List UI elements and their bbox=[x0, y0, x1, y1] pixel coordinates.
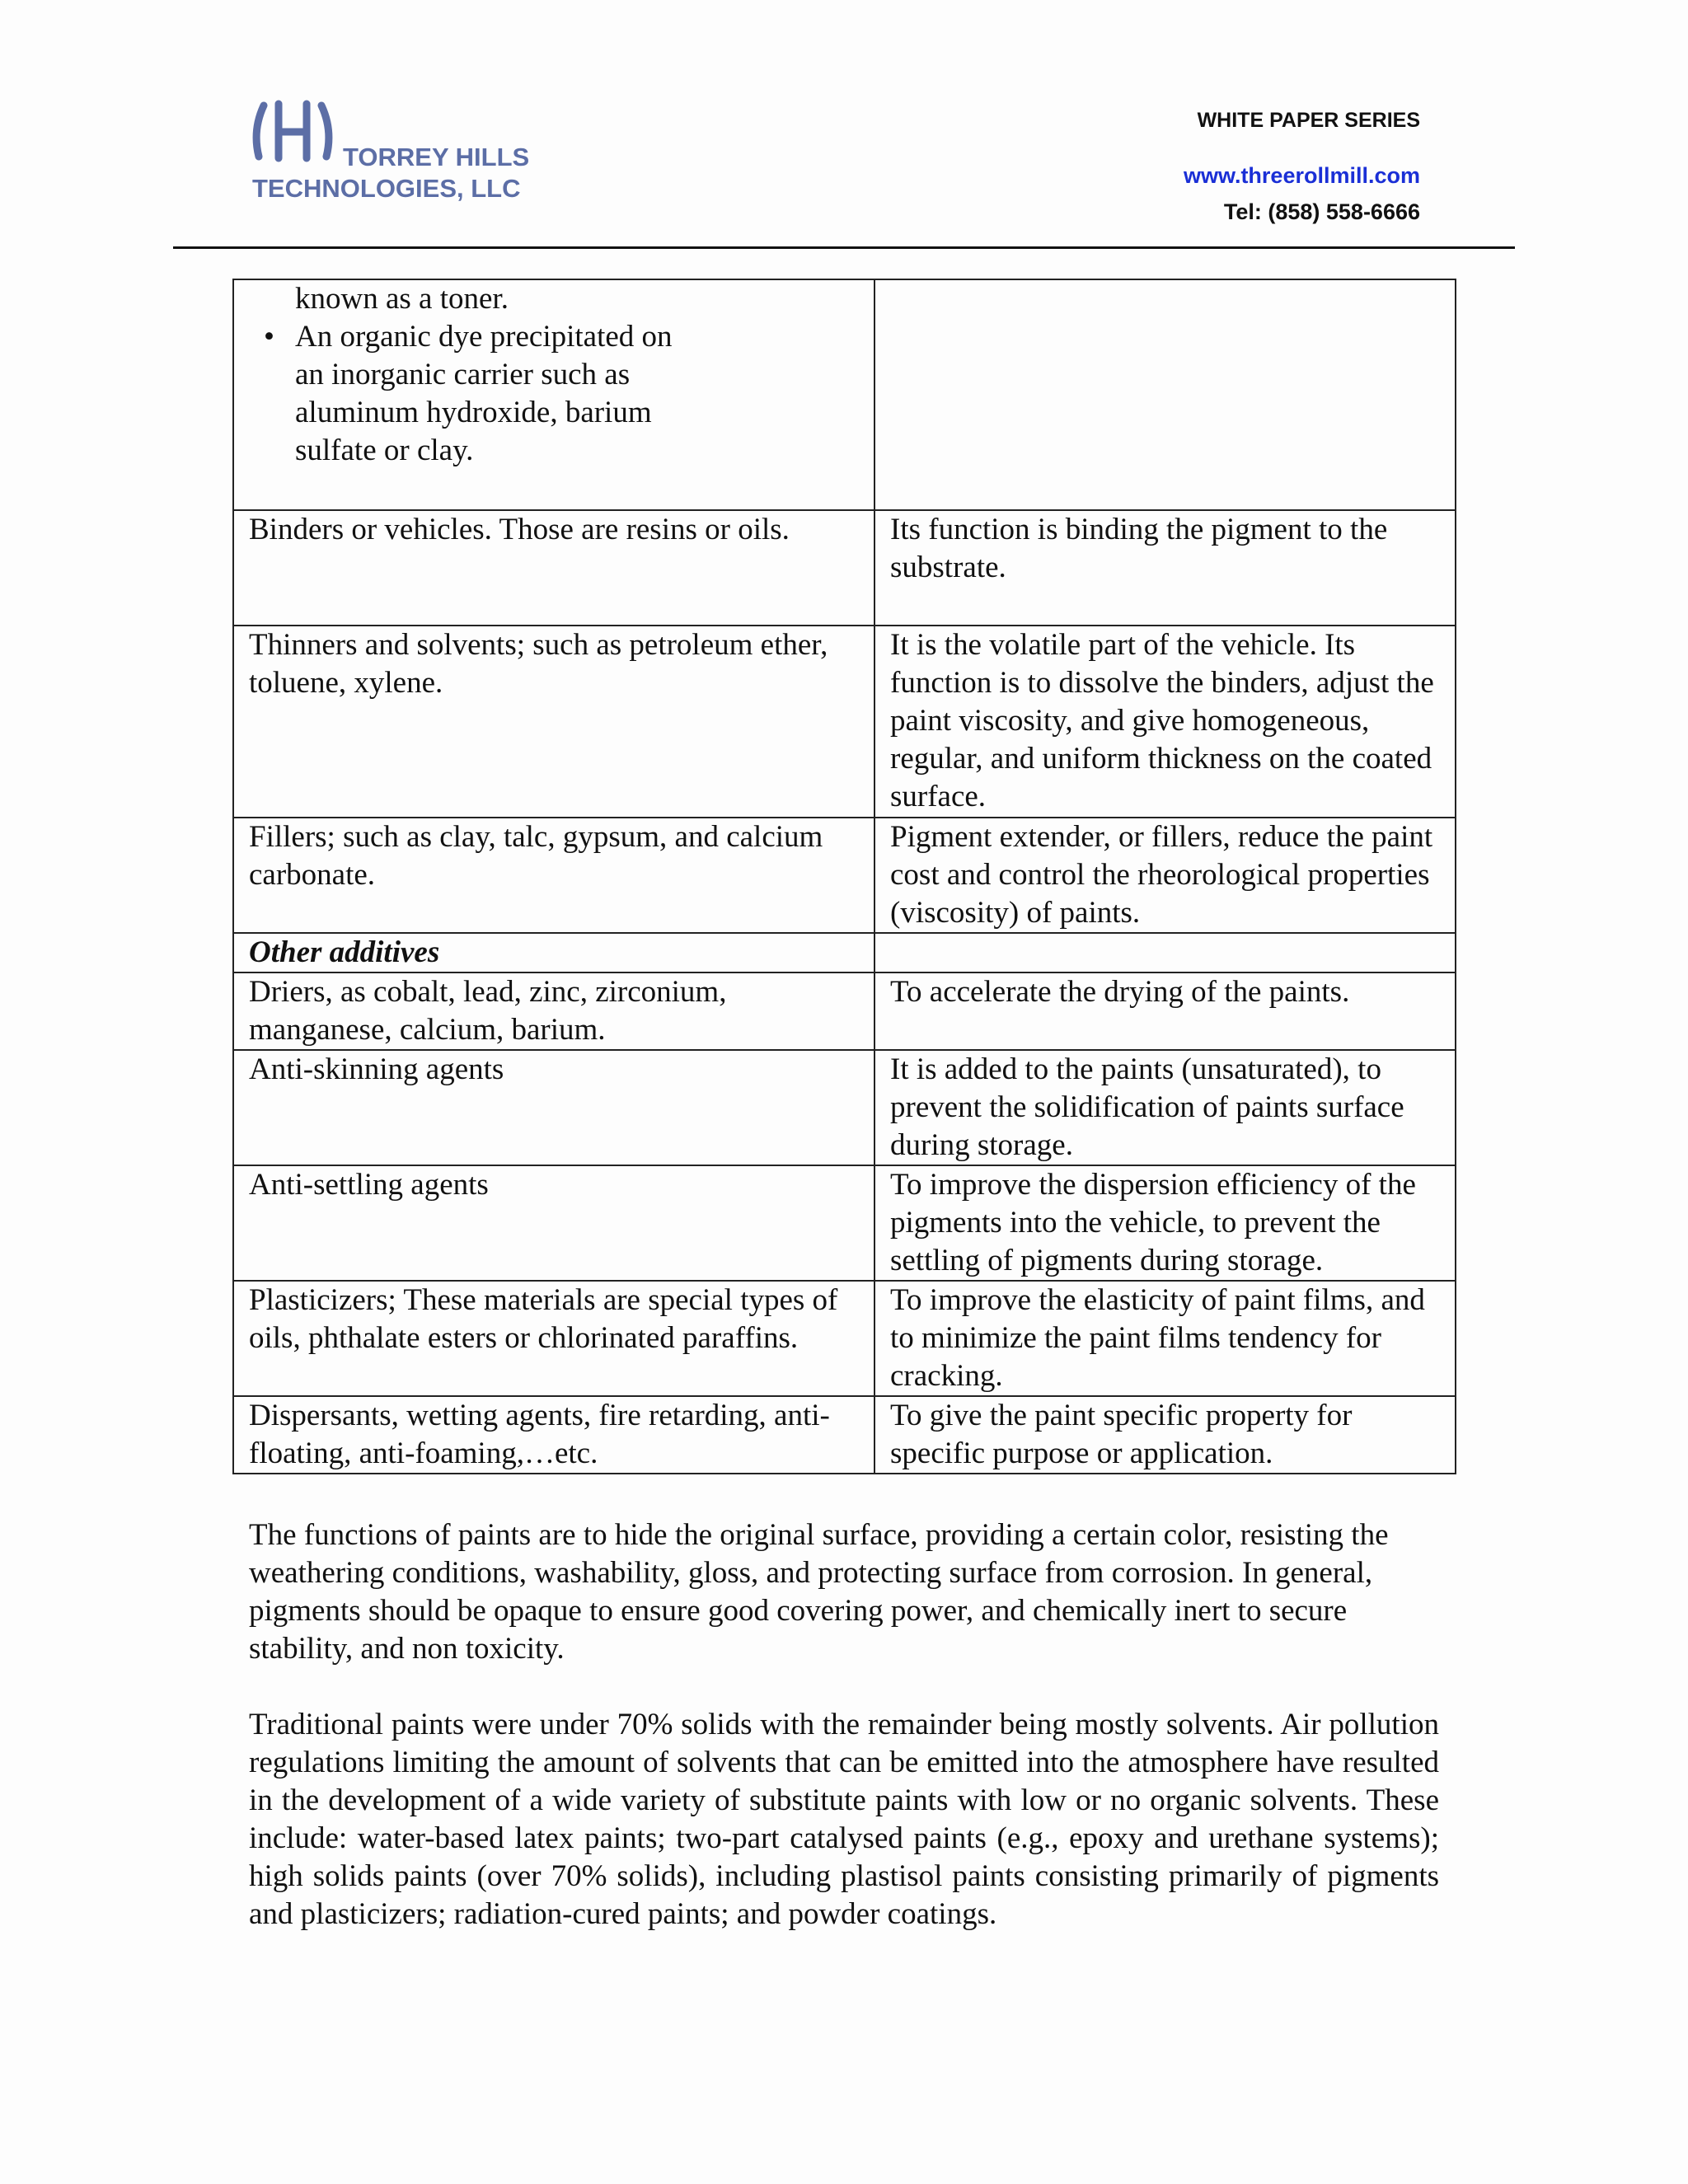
header-divider bbox=[173, 246, 1515, 249]
table-cell: Driers, as cobalt, lead, zinc, zirconium, manganese, calcium, barium. bbox=[233, 972, 874, 1050]
table-cell: To accelerate the drying of the paints. bbox=[874, 972, 1456, 1050]
list-item: known as a toner. bbox=[295, 282, 509, 316]
table-cell: Plasticizers; These materials are special types of oils, phthalate esters or chlorinated paraffins. bbox=[233, 1281, 874, 1396]
series-label: WHITE PAPER SERIES bbox=[1197, 109, 1420, 132]
table-row bbox=[233, 818, 1456, 933]
table-row bbox=[233, 626, 1456, 818]
table-cell bbox=[233, 279, 874, 510]
table-cell: Dispersants, wetting agents, fire retarding, anti-floating, anti-foaming,…etc. bbox=[233, 1396, 874, 1474]
traditional-paints-paragraph: Traditional paints were under 70% solids with the remainder being mostly solvents. Air pollution regulations limiting the amount of solvents that can be emitted into the atmosphere have resulted in the development of a wide variety of substitute paints with low or no organic solvents. These include: water-based latex paints; two-part catalysed paints (e.g., epoxy and urethane systems); high solids paints (over 70% solids), including plastisol paints consisting primarily of pigments and plasticizers; radiation-cured paints; and powder coatings. bbox=[249, 1708, 1439, 1931]
list-item: aluminum hydroxide, barium bbox=[295, 396, 652, 429]
table-row bbox=[233, 510, 1456, 626]
logo-text-line1: TORREY HILLS bbox=[343, 143, 530, 171]
table-row bbox=[233, 1281, 1456, 1396]
table-cell bbox=[874, 933, 1456, 972]
table-cell: Anti-skinning agents bbox=[233, 1050, 874, 1165]
table-cell: To improve the dispersion efficiency of the pigments into the vehicle, to prevent the settling of pigments during storage. bbox=[874, 1165, 1456, 1281]
list-item: sulfate or clay. bbox=[295, 434, 474, 467]
table-cell: Pigment extender, or fillers, reduce the paint cost and control the rheorological properties (viscosity) of paints. bbox=[874, 818, 1456, 933]
page-header bbox=[0, 0, 1688, 255]
table-cell: Its function is binding the pigment to the substrate. bbox=[874, 510, 1456, 626]
table-cell: To improve the elasticity of paint films, and to minimize the paint films tendency for cracking. bbox=[874, 1281, 1456, 1396]
list-item: an inorganic carrier such as bbox=[295, 358, 631, 391]
telephone-number: Tel: (858) 558-6666 bbox=[1223, 199, 1420, 224]
table-cell: It is added to the paints (unsaturated), to prevent the solidification of paints surface during storage. bbox=[874, 1050, 1456, 1165]
website-link[interactable]: www.threerollmill.com bbox=[1183, 163, 1420, 188]
table-cell: It is the volatile part of the vehicle. Its function is to dissolve the binders, adjust the paint viscosity, and give homogeneous, regular, and uniform thickness on the coated surface. bbox=[874, 626, 1456, 818]
list-item: • An organic dye precipitated on bbox=[264, 318, 740, 356]
table-cell: To give the paint specific property for specific purpose or application. bbox=[874, 1396, 1456, 1474]
company-logo bbox=[247, 97, 544, 213]
table-cell: Anti-settling agents bbox=[233, 1165, 874, 1281]
paint-components-table bbox=[232, 279, 1456, 1474]
logo-text bbox=[252, 142, 549, 204]
table-cell: Fillers; such as clay, talc, gypsum, and calcium carbonate. bbox=[233, 818, 874, 933]
logo-text-line2: TECHNOLOGIES, LLC bbox=[252, 174, 521, 203]
table-row bbox=[233, 933, 1456, 972]
table-section-heading: Other additives bbox=[233, 933, 874, 972]
table-cell: Binders or vehicles. Those are resins or oils. bbox=[233, 510, 874, 626]
table-cell bbox=[874, 279, 1456, 510]
table-row bbox=[233, 972, 1456, 1050]
table-row bbox=[233, 1165, 1456, 1281]
table-row bbox=[233, 1050, 1456, 1165]
paint-functions-paragraph: The functions of paints are to hide the original surface, providing a certain color, resisting the weathering conditions, washability, gloss, and protecting surface from corrosion. In general, pigments should be opaque to ensure good covering power, and chemically inert to secure stability, and non toxicity. bbox=[249, 1518, 1389, 1666]
pigment-bullet-list bbox=[249, 280, 859, 470]
table-row bbox=[233, 279, 1456, 510]
table-cell: Thinners and solvents; such as petroleum ether, toluene, xylene. bbox=[233, 626, 874, 818]
table-row bbox=[233, 1396, 1456, 1474]
